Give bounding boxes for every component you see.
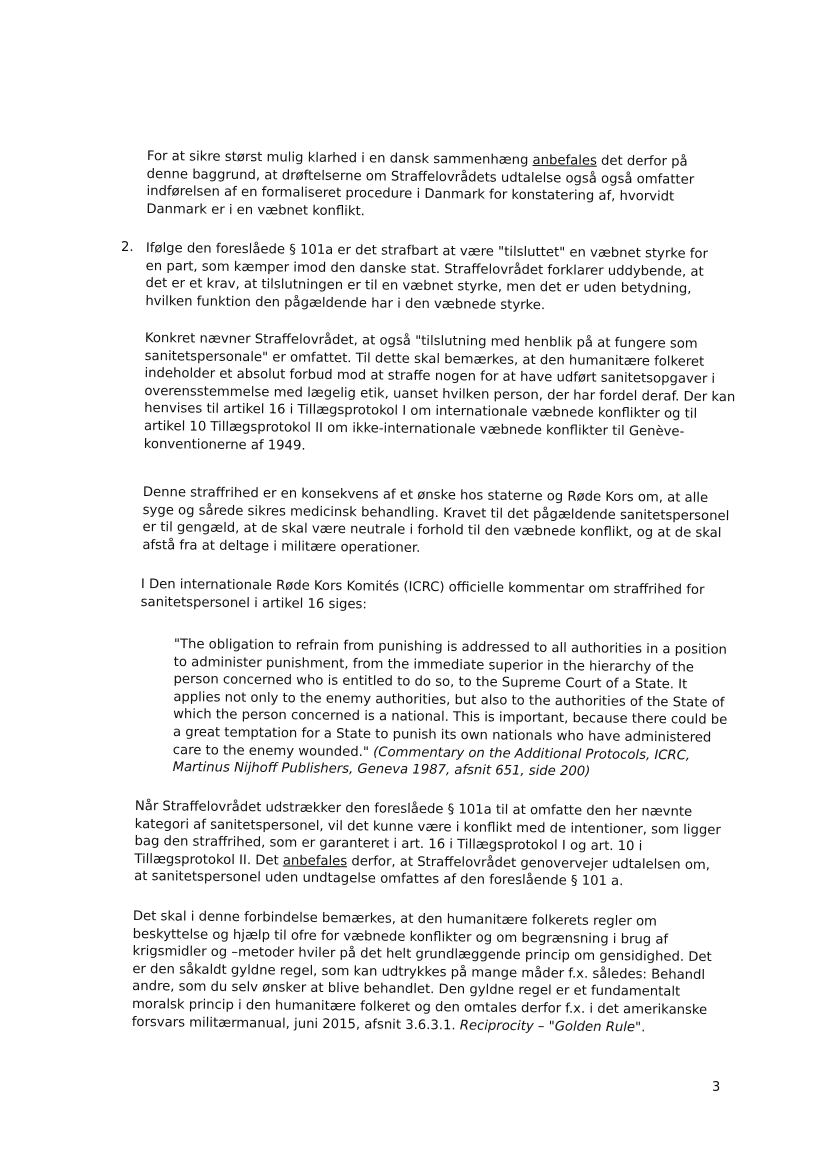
block-quote	[173, 636, 730, 783]
p1-text-after: det derfor på denne baggrund, at drøftelserne om Straffelovrådets udtalelse også også omfatter indførelsen af en formaliseret procedure i Danmark for konstatering af, hvorvidt Danmark er i en væbnet konflikt.	[146, 153, 695, 220]
paragraph-immunity: Denne straffrihed er en konsekvens af et ønske hos staterne og Røde Kors om, at alle syge og sårede sikres medicinsk behandling. Kravet til det pågældende sanitetspersonel er til gengæld, at de skal være neutrale i forhold til den væbnede konflikt, og at de skal afstå fra at deltage i militære operationer.	[142, 484, 730, 556]
p6-text-after: derfor, at Straffelovrådet genovervejer udtalelsen om, at sanitetspersonel uden undtagelse omfattes af den foreslående § 101 a.	[134, 854, 711, 890]
p6-underlined-word: anbefales	[282, 853, 348, 870]
page-number: 3	[712, 1080, 721, 1095]
paragraph-recommendation-procedure	[146, 148, 705, 224]
list-item-number: 2.	[121, 240, 134, 255]
p6-text-before: Når Straffelovrådet udstrækker den foreslåede § 101a til at omfatte den her nævnte kategori af sanitetspersonel, vil det kunne være i konflikt med de intentioner, som ligger bag den straffrihed, som er garanteret i art. 16 i Tillægsprotokol I og art. 10 i Tillægsprotokol II. Det	[134, 798, 721, 869]
paragraph-item-2: Ifølge den foreslåede § 101a er det strafbart at være "tilsluttet" en væbnet styrke for en part, som kæmper imod den danske stat. Straffelovrådet forklarer uddybende, at det er et krav, at tilslutningen er til en væbnet styrke, men det er uden betydning, hvilken funktion den pågældende har i den væbnede styrke.	[145, 240, 709, 313]
p7-italic-reference: Reciprocity – "Golden Rule"	[459, 1017, 642, 1035]
paragraph-golden-rule	[132, 908, 723, 1037]
paragraph-reconsider-recommendation	[134, 798, 725, 892]
quote-text: "The obligation to refrain from punishing is addressed to all authorities in a position to administer punishment, from the immediate superior in the hierarchy of the person concerned who is entitled to do so, to the Supreme Court of a State. It applies not only to the enemy authorities, but also to the authorities of the State of which the person concerned is a national. This is important, because there could be a great temptation for a State to punish its own nationals who have administered care to the enemy wounded."	[172, 636, 728, 760]
p1-text-before: For at sikre størst mulig klarhed i en dansk sammenhæng	[146, 148, 533, 169]
paragraph-icrc-commentary-intro: I Den internationale Røde Kors Komités (ICRC) officielle kommentar om straffrihed for sanitetspersonel i artikel 16 siges:	[140, 576, 705, 612]
paragraph-sanitation-personnel: Konkret nævner Straffelovrådet, at også "tilslutning med henblik på at fungere som sanitetspersonale" er omfattet. Til dette skal bemærkes, at den humanitære folkeret indeholder et absolut forbud mod at straffe nogen for at have udført sanitetsopgaver i overensstemmelse med lægelig etik, uanset hvilken person, der har fordel deraf. Der kan henvises til artikel 16 i Tillægsprotokol I om internationale væbnede konflikter og til artikel 10 Tillægsprotokol II om ikke-internationale væbnede konflikter til Genève-konventionerne af 1949.	[143, 330, 736, 454]
p7-text: Det skal i denne forbindelse bemærkes, at den humanitære folkerets regler om beskyttelse og hjælp til ofre for væbnede konflikter og om begrænsning i brug af krigsmidler og –metoder hviler på det helt grundlæggende princip om gensidighed. Det er den såkaldt gyldne regel, som kan udtrykkes på mange måder f.x. således: Behandl andre, som du selv ønsker at blive behandlet. Den gyldne regel er et fundamentalt moralsk princip i den humanitære folkeret og den omtales derfor f.x. i det amerikanske forsvars militærmanual, juni 2015, afsnit 3.6.3.1.	[131, 908, 712, 1033]
quote-citation: (Commentary on the Additional Protocols, ICRC, Martinus Nijhoff Publishers, Geneva 1987, afsnit 651, side 200)	[172, 744, 691, 780]
p7-text-end: .	[641, 1019, 646, 1035]
p1-underlined-word: anbefales	[532, 153, 597, 169]
